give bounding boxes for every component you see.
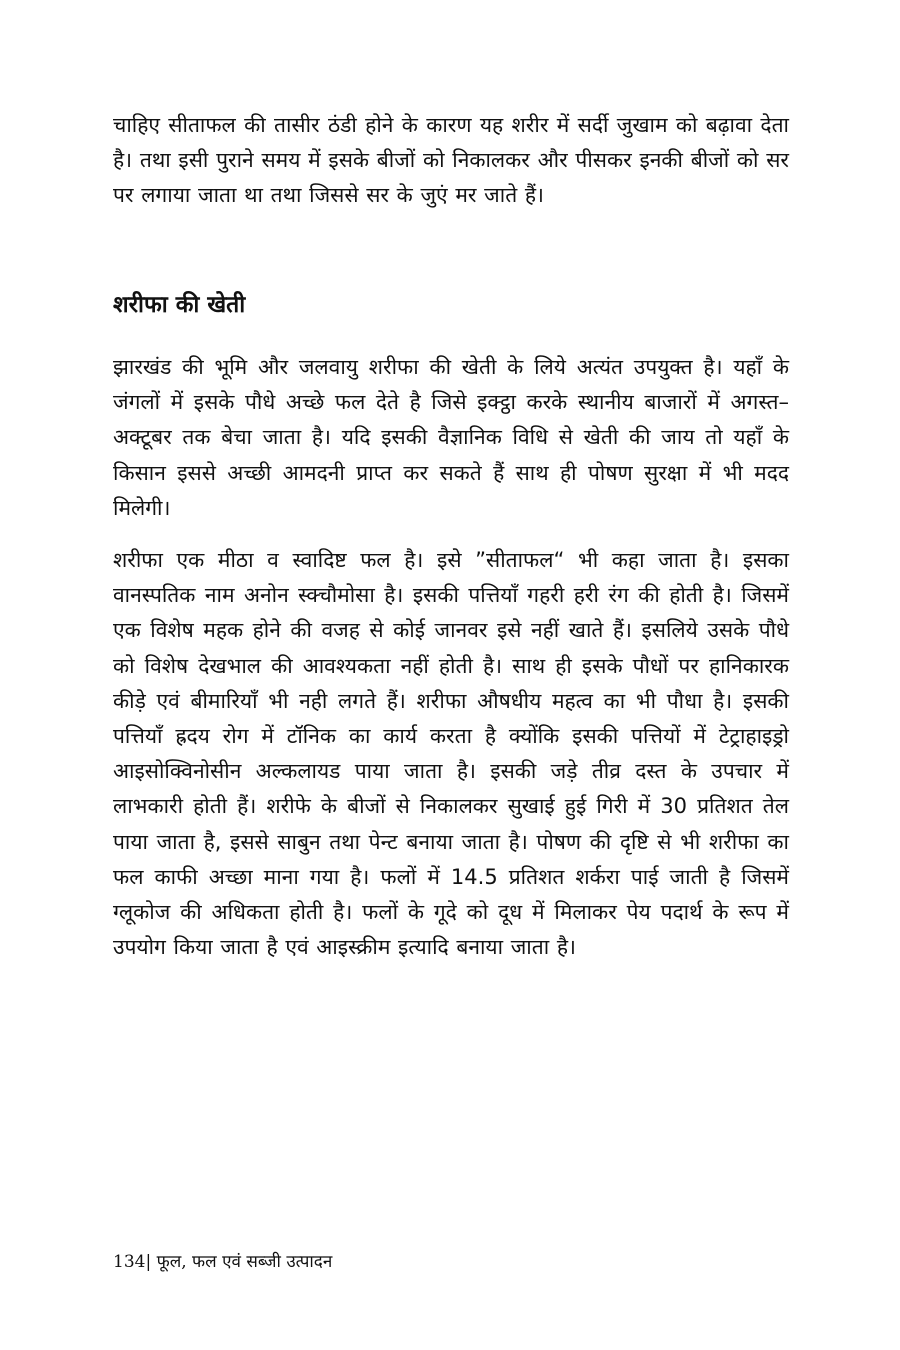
section-paragraph-2: शरीफा एक मीठा व स्वादिष्ट फल है। इसे ”सीताफल“ भी कहा जाता है। इसका वानस्पतिक नाम अनोन स्क्चौमोसा है। इसकी पत्तियाँ गहरी हरी रंग की होती है। जिसमें एक विशेष महक होने की वजह से कोई जानवर इसे नहीं खाते हैं। इसलिये उसके पौधे को विशेष देखभाल की आवश्यकता नहीं होती है। साथ ही इसके पौधों पर हानिकारक कीड़े एवं बीमारियाँ भी नही लगते हैं। शरीफा औषधीय महत्व का भी पौधा है। इसकी पत्तियाँ ह्रदय रोग में टॉनिक का कार्य करता है क्योंकि इसकी पत्तियों में टेट्राहाइड्रो आइसोक्विनोसीन अल्कलायड पाया जाता है। इसकी जड़े तीव्र दस्त के उपचार में लाभकारी होती हैं। शरीफे के बीजों से निकालकर सुखाई हुई गिरी में 30 प्रतिशत तेल पाया जाता है, इससे साबुन तथा पेन्ट बनाया जाता है। पोषण की दृष्टि से भी शरीफा का फल काफी अच्छा माना गया है। फलों में 14.5 प्रतिशत शर्करा पाई जाती है जिसमें ग्लूकोज की अधिकता होती है। फलों के गूदे को दूध में मिलाकर पेय पदार्थ के रूप में उपयोग किया जाता है एवं आइस्क्रीम इत्यादि बनाया जाता है। <box>113 548 789 960</box>
book-title: फूल, फल एवं सब्जी उत्पादन <box>151 1252 333 1272</box>
page-footer <box>113 1250 332 1274</box>
section-paragraph-1: झारखंड की भूमि और जलवायु शरीफा की खेती के लिये अत्यंत उपयुक्त है। यहाँ के जंगलों में इसके पौधे अच्छे फल देते है जिसे इक्ट्ठा करके स्थानीय बाजारों में अगस्त–अक्टूबर तक बेचा जाता है। यदि इसकी वैज्ञानिक विधि से खेती की जाय तो यहाँ के किसान इससे अच्छी आमदनी प्राप्त कर सकते हैं साथ ही पोषण सुरक्षा में भी मदद मिलेगी। <box>113 355 789 520</box>
page-number: 134 <box>113 1252 146 1272</box>
section-heading: शरीफा की खेती <box>113 292 246 318</box>
intro-paragraph: चाहिए सीताफल की तासीर ठंडी होने के कारण यह शरीर में सर्दी जुखाम को बढ़ावा देता है। तथा इसी पुराने समय में इसके बीजों को निकालकर और पीसकर इनकी बीजों को सर पर लगाया जाता था तथा जिससे सर के जुएं मर जाते हैं। <box>113 113 789 208</box>
footer-separator: | <box>145 1252 152 1272</box>
page-content <box>113 108 789 960</box>
